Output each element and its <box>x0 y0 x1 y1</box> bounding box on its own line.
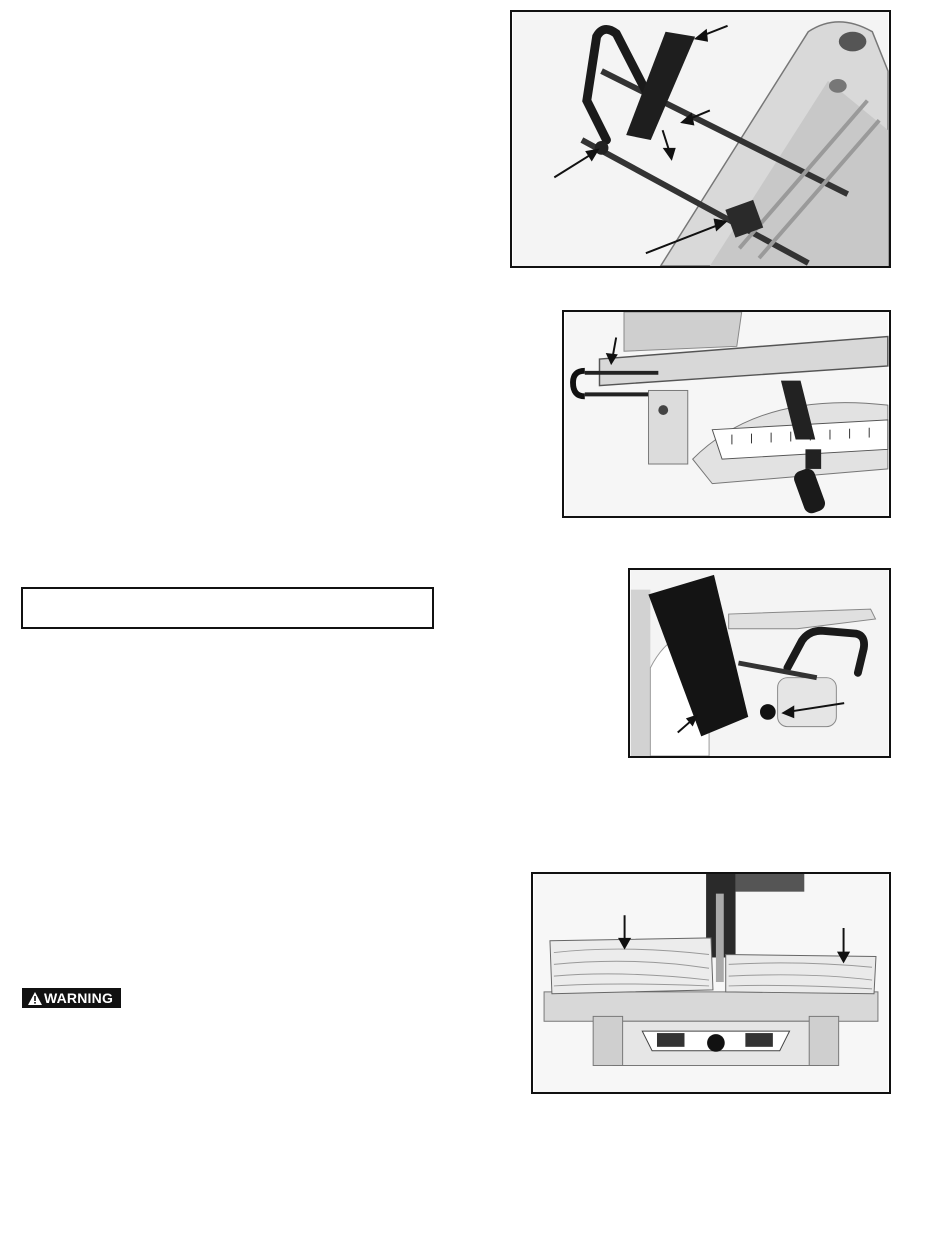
fence-extension-photo <box>564 312 889 516</box>
figure-side-clamp <box>628 568 891 758</box>
workpiece-cut-photo <box>533 874 889 1092</box>
clamp-assembly-photo <box>512 12 889 266</box>
warning-label: WARNING <box>43 990 114 1006</box>
warning-triangle-icon <box>28 992 42 1005</box>
figure-workpiece-cut <box>531 872 891 1094</box>
warning-badge <box>22 988 121 1008</box>
side-clamp-photo <box>630 570 889 756</box>
section-heading-box <box>21 587 434 629</box>
figure-fence-extension <box>562 310 891 518</box>
figure-clamp-assembly <box>510 10 891 268</box>
